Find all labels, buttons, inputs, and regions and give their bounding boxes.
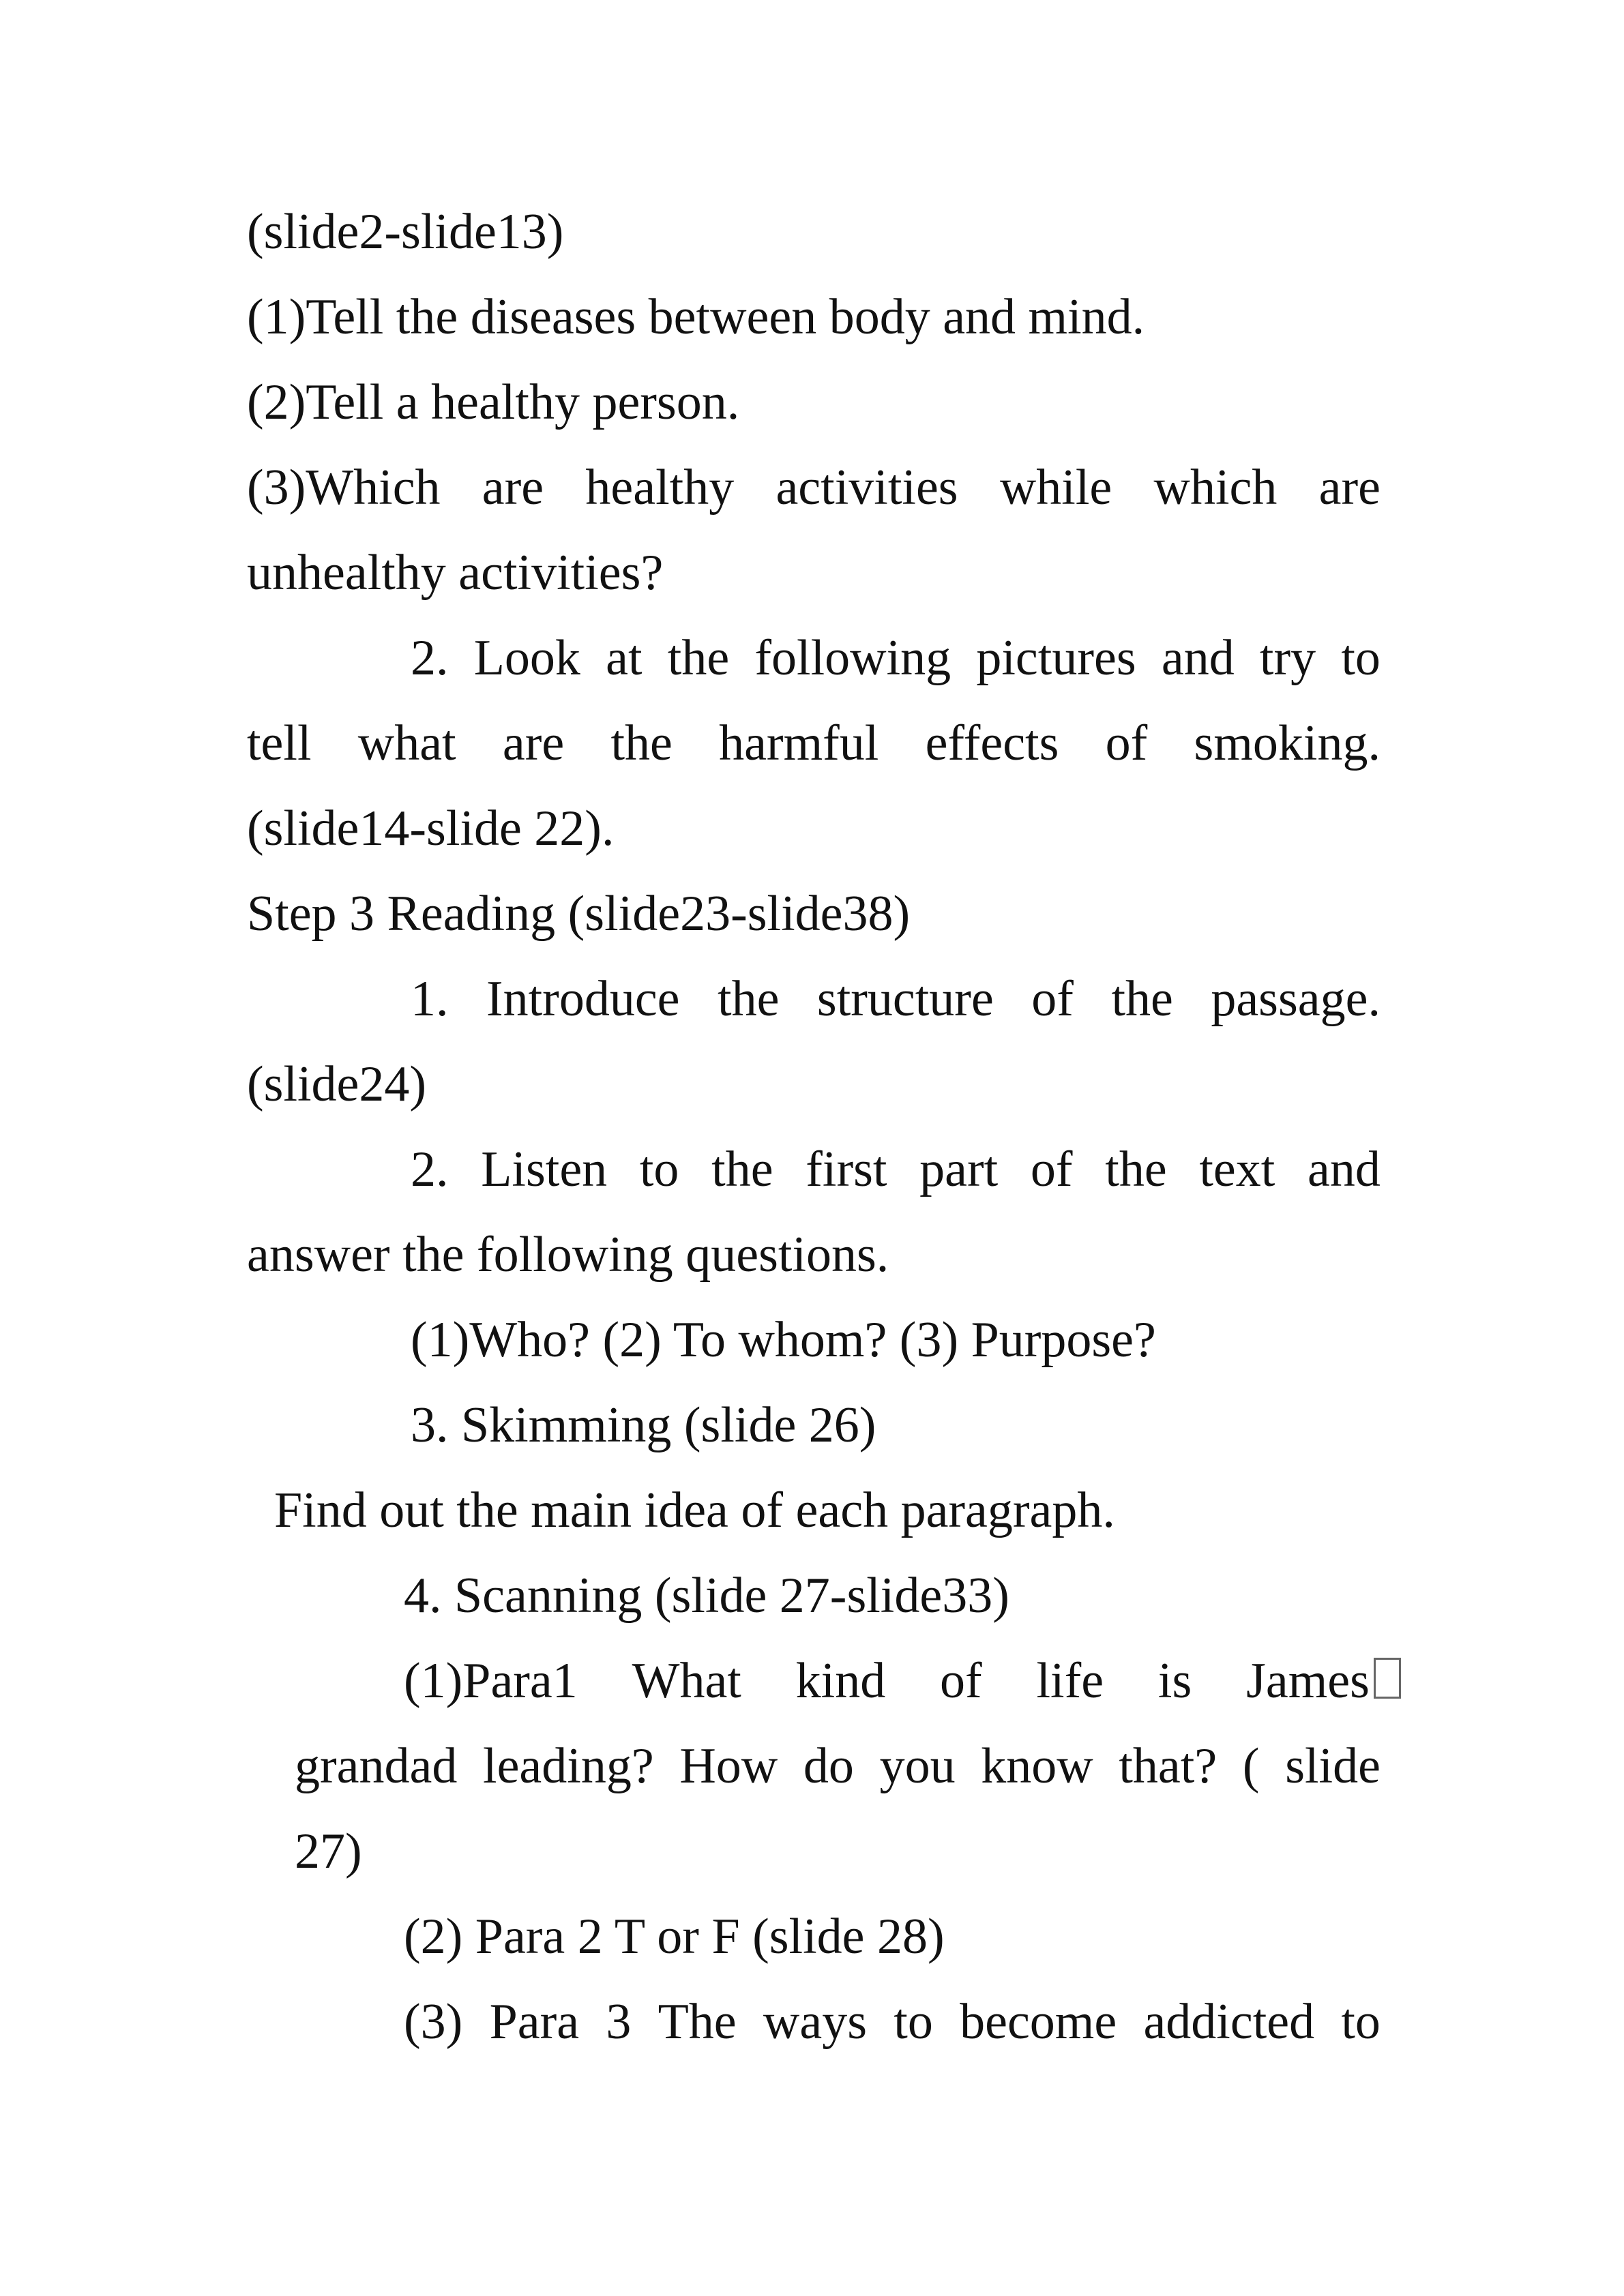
- word: are: [1318, 460, 1381, 516]
- word: (: [1242, 1738, 1260, 1794]
- word: that?: [1119, 1738, 1217, 1794]
- word: do: [803, 1738, 854, 1794]
- text-line: (2) Para 2 T or F (slide 28): [404, 1909, 945, 1965]
- word: know: [981, 1738, 1093, 1794]
- word: Introduce: [486, 971, 680, 1027]
- word: first: [806, 1142, 887, 1197]
- word: addicted: [1143, 1994, 1315, 2050]
- word: of: [1030, 1142, 1073, 1197]
- word: are: [482, 460, 544, 516]
- text-line: answer the following questions.: [247, 1227, 889, 1283]
- text-line: 3. Skimming (slide 26): [411, 1397, 876, 1453]
- word: the: [610, 715, 673, 771]
- missing-glyph-icon: [1374, 1658, 1401, 1699]
- text-line-justified: [404, 1991, 1381, 2053]
- word: structure: [816, 971, 994, 1027]
- word: is: [1157, 1653, 1192, 1709]
- text-line: 4. Scanning (slide 27-slide33): [404, 1568, 1009, 1624]
- word: what: [357, 715, 456, 771]
- word: following: [754, 630, 951, 686]
- text-line: (slide24): [247, 1056, 427, 1112]
- word: part: [919, 1142, 999, 1197]
- word: to: [1341, 630, 1381, 686]
- word: Para: [489, 1994, 580, 2050]
- word: kind: [795, 1653, 886, 1709]
- word: How: [679, 1738, 778, 1794]
- word: you: [879, 1738, 956, 1794]
- word: life: [1036, 1653, 1104, 1709]
- word: effects: [925, 715, 1059, 771]
- word: leading?: [483, 1738, 654, 1794]
- text-line-justified: [247, 713, 1381, 774]
- word: (3): [404, 1994, 463, 2050]
- text-line-justified: [295, 1735, 1381, 1797]
- text-line: Find out the main idea of each paragraph.: [274, 1482, 1115, 1538]
- text-line: (1)Who? (2) To whom? (3) Purpose?: [411, 1312, 1156, 1368]
- text-line-justified: [247, 457, 1381, 518]
- word: the: [667, 630, 730, 686]
- word: to: [1341, 1994, 1381, 2050]
- word: the: [718, 971, 780, 1027]
- word: to: [894, 1994, 933, 2050]
- text-line-justified: [411, 1139, 1381, 1200]
- word: of: [1031, 971, 1074, 1027]
- word: of: [1105, 715, 1148, 771]
- word: healthy: [585, 460, 735, 516]
- text-line-justified: [404, 1650, 1401, 1712]
- word: grandad: [295, 1738, 458, 1794]
- word: James: [1246, 1650, 1401, 1712]
- word: What: [632, 1653, 741, 1709]
- step-heading: Step 3 Reading (slide23-slide38): [247, 886, 911, 942]
- word: 3: [606, 1994, 632, 2050]
- word: activities: [776, 460, 958, 516]
- word: passage.: [1211, 971, 1381, 1027]
- word: (1)Para1: [404, 1653, 578, 1709]
- text-line-justified: [411, 627, 1381, 689]
- word: and: [1161, 630, 1235, 686]
- word: which: [1153, 460, 1278, 516]
- word: smoking.: [1194, 715, 1381, 771]
- word: the: [711, 1142, 773, 1197]
- word: text: [1199, 1142, 1275, 1197]
- word: 2.: [411, 630, 449, 686]
- word: 2.: [411, 1142, 449, 1197]
- word: are: [502, 715, 565, 771]
- word: pictures: [976, 630, 1136, 686]
- word: Listen: [481, 1142, 608, 1197]
- text-line: (1)Tell the diseases between body and mind.: [247, 289, 1145, 345]
- word: ways: [763, 1994, 867, 2050]
- word: the: [1111, 971, 1173, 1027]
- word: of: [940, 1653, 982, 1709]
- word: Look: [473, 630, 580, 686]
- word: (3)Which: [247, 460, 441, 516]
- word: to: [639, 1142, 679, 1197]
- word: try: [1259, 630, 1316, 686]
- word: and: [1308, 1142, 1381, 1197]
- word: harmful: [719, 715, 879, 771]
- text-line: (slide2-slide13): [247, 204, 564, 260]
- word: 1.: [411, 971, 449, 1027]
- text-line-justified: [411, 968, 1381, 1030]
- text-line: unhealthy activities?: [247, 545, 664, 601]
- text-line: (2)Tell a healthy person.: [247, 374, 740, 430]
- word: the: [1105, 1142, 1167, 1197]
- text-line: 27): [295, 1823, 362, 1879]
- word: while: [999, 460, 1112, 516]
- word: slide: [1285, 1738, 1381, 1794]
- word: at: [606, 630, 643, 686]
- word: The: [658, 1994, 737, 2050]
- word: tell: [247, 715, 312, 771]
- text-line: (slide14-slide 22).: [247, 801, 615, 856]
- word: become: [960, 1994, 1117, 2050]
